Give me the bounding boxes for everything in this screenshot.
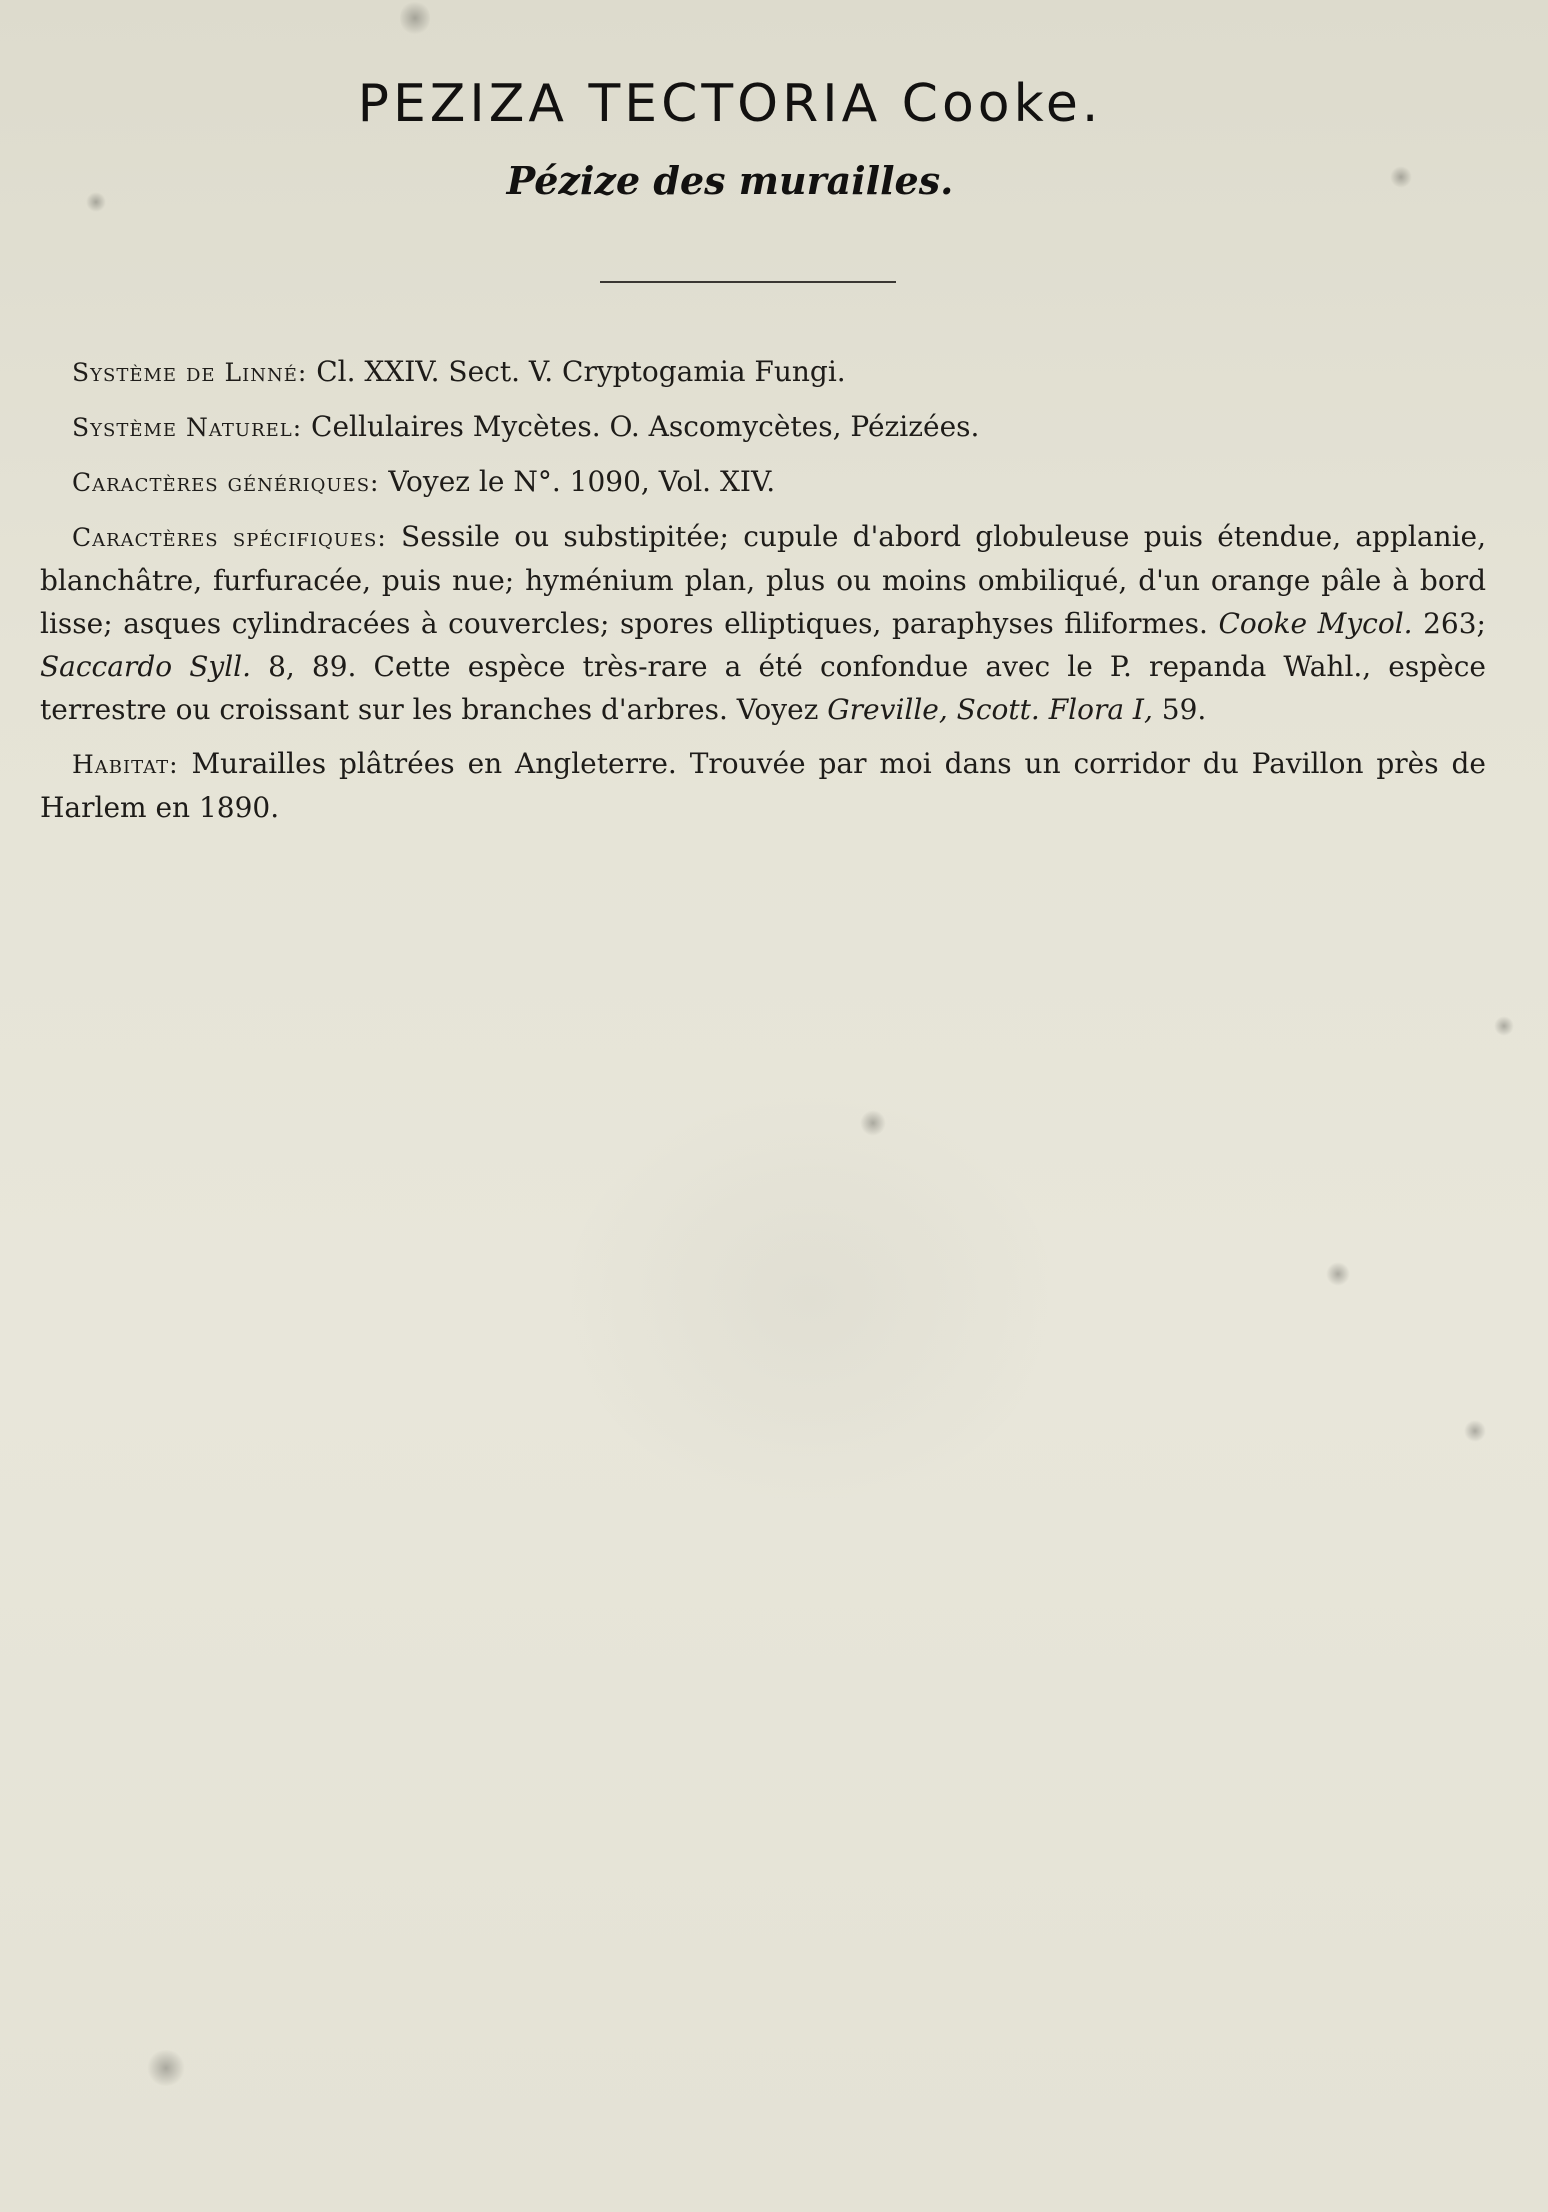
- reference-saccardo: Saccardo Syll.: [40, 650, 252, 683]
- paper-spot: [400, 0, 430, 36]
- description-body: [40, 350, 1486, 840]
- habitat-label: Habitat:: [72, 750, 179, 779]
- reference-cooke: Cooke Mycol.: [1218, 607, 1413, 640]
- reference-greville: Greville, Scott. Flora I,: [827, 693, 1153, 726]
- generiques-label: Caractères génériques:: [72, 468, 380, 497]
- specifiques-label: Caractères spécifiques:: [72, 523, 387, 552]
- generiques-text: Voyez le N°. 1090, Vol. XIV.: [379, 465, 776, 498]
- generiques-paragraph: [40, 460, 1486, 504]
- naturel-paragraph: [40, 405, 1486, 449]
- paper-spot: [1494, 1016, 1514, 1036]
- specifiques-text: 59.: [1152, 693, 1207, 726]
- page-title: PEZIZA TECTORIA Cooke.: [357, 74, 1103, 134]
- naturel-label: Système Naturel:: [72, 413, 303, 442]
- specifiques-paragraph: [40, 515, 1486, 731]
- paper-spot: [1464, 1420, 1486, 1442]
- linne-label: Système de Linné:: [72, 358, 308, 387]
- paper-spot: [146, 2050, 186, 2086]
- linne-text: Cl. XXIV. Sect. V. Cryptogamia Fungi.: [307, 355, 846, 388]
- habitat-paragraph: [40, 742, 1486, 829]
- paper-spot: [1326, 1262, 1350, 1286]
- paper-spot: [860, 1110, 886, 1136]
- page-subtitle: Pézize des murailles.: [506, 158, 954, 203]
- specifiques-text: Sessile ou substipitée; cupule d'abord globuleuse puis étendue, applanie, blanchâtre, furfuracée, puis nue; hyménium plan, plus ou moins ombiliqué, d'un orange pâle à bord lisse; asques cylindracées à couvercles; spores elliptiques, paraphyses filiformes.: [40, 520, 1486, 640]
- linne-paragraph: [40, 350, 1486, 394]
- divider-rule: [600, 281, 896, 283]
- naturel-text: Cellulaires Mycètes. O. Ascomycètes, Pézizées.: [302, 410, 980, 443]
- habitat-text: Murailles plâtrées en Angleterre. Trouvée par moi dans un corridor du Pavillon près de Harlem en 1890.: [40, 747, 1486, 824]
- specifiques-text: 263;: [1412, 607, 1486, 640]
- bleed-through-shadow: [560, 1090, 1060, 1510]
- specifiques-text: 8, 89. Cette espèce très-rare a été confondue avec le P. repanda Wahl., espèce terrestre ou croissant sur les branches d'arbres. Voyez: [40, 650, 1486, 726]
